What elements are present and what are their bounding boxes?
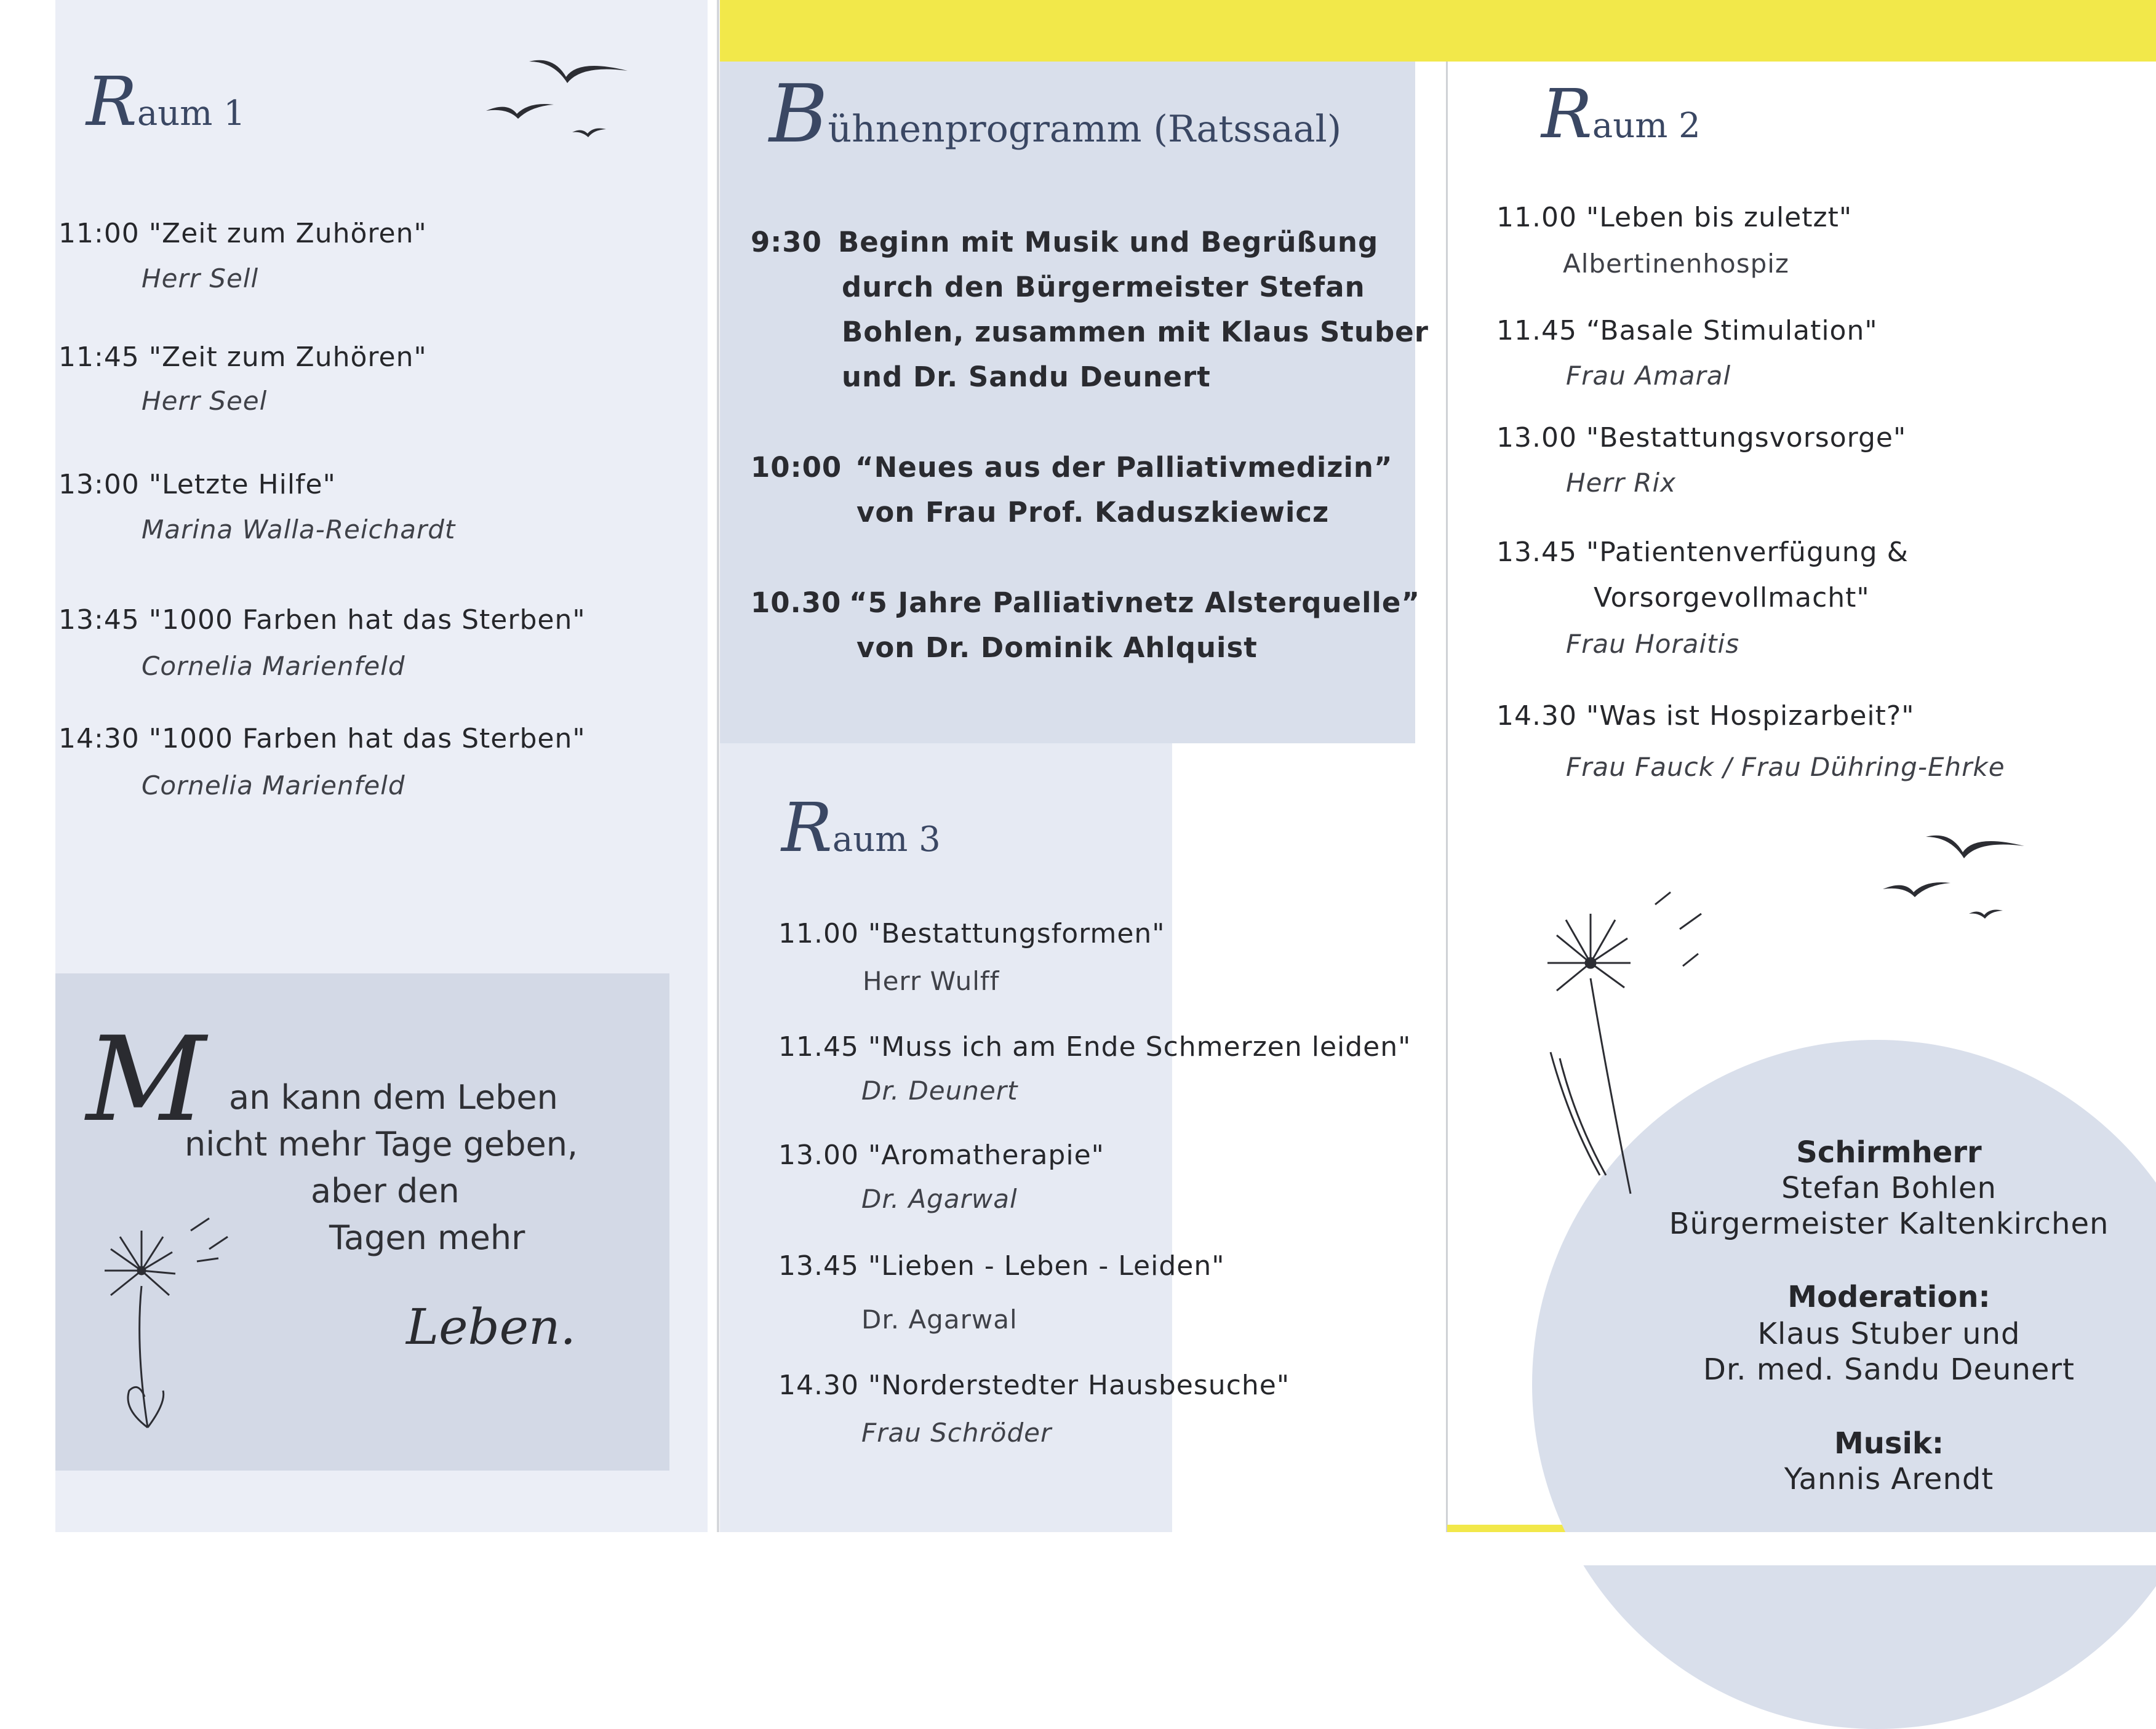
raum3-title-rest: aum 3 — [832, 820, 941, 860]
raum1-time: 13:00 — [58, 469, 140, 500]
raum2-item-2 — [1496, 315, 1878, 346]
raum3-item-4 — [778, 1250, 1224, 1282]
raum1-topic: "Zeit zum Zuhören" — [148, 341, 427, 373]
raum2-speaker: Herr Rix — [1566, 468, 1677, 498]
raum3-time: 11.00 — [778, 918, 859, 949]
buehne-title-initial: B — [769, 67, 828, 161]
raum1-time: 14:30 — [58, 723, 140, 754]
raum3-topic: "Muss ich am Ende Schmerzen leiden" — [868, 1031, 1411, 1063]
patron-name: Stefan Bohlen — [1781, 1171, 1997, 1205]
raum1-time: 11:45 — [58, 341, 140, 373]
raum2-item-3 — [1496, 422, 1906, 453]
buehne-time: 10.30 — [751, 586, 842, 619]
raum3-topic: "Lieben - Leben - Leiden" — [868, 1250, 1225, 1282]
moderation-heading: Moderation: — [1787, 1280, 1990, 1314]
raum3-time: 13.45 — [778, 1250, 859, 1282]
raum3-title-initial: R — [781, 788, 832, 867]
raum2-item-1 — [1496, 202, 1852, 233]
buehne-line: von Dr. Dominik Ahlquist — [856, 631, 1258, 664]
raum2-time: 14.30 — [1496, 700, 1577, 732]
raum2-item-5 — [1496, 700, 1914, 732]
raum3-item-1 — [778, 918, 1165, 949]
buehne-line: “5 Jahre Palliativnetz Alsterquelle” — [849, 586, 1421, 619]
raum2-topic: "Bestattungsvorsorge" — [1586, 422, 1907, 453]
raum1-item-2 — [58, 341, 427, 373]
raum3-time: 13.00 — [778, 1140, 859, 1171]
raum1-title-rest: aum 1 — [137, 94, 246, 134]
raum2-speaker: Frau Amaral — [1566, 361, 1731, 391]
buehne-time: 9:30 — [751, 226, 822, 258]
raum2-topic: "Leben bis zuletzt" — [1586, 202, 1853, 233]
raum2-title — [1541, 74, 1701, 153]
raum1-topic: "Zeit zum Zuhören" — [148, 218, 427, 249]
music-heading: Musik: — [1834, 1426, 1944, 1461]
raum2-speaker: Frau Horaitis — [1566, 629, 1740, 659]
raum1-item-1 — [58, 218, 427, 249]
buehne-line: Beginn mit Musik und Begrüßung — [838, 226, 1379, 258]
quote-line-1: an kann dem Leben — [229, 1078, 558, 1117]
raum2-time: 11.45 — [1496, 315, 1577, 346]
raum1-topic: "Letzte Hilfe" — [148, 469, 336, 500]
raum3-item-5 — [778, 1370, 1290, 1401]
quote-line-3: aber den — [311, 1172, 460, 1210]
buehne-title — [769, 67, 1342, 161]
buehne-line: von Frau Prof. Kaduszkiewicz — [856, 496, 1330, 529]
music-name: Yannis Arendt — [1784, 1462, 1994, 1496]
raum2-topic: "Patientenverfügung & — [1586, 537, 1909, 568]
raum1-title-initial: R — [86, 62, 137, 141]
raum1-speaker: Cornelia Marienfeld — [142, 651, 405, 681]
raum2-topic-cont: Vorsorgevollmacht" — [1594, 582, 1870, 613]
moderation-line-1: Klaus Stuber und — [1757, 1317, 2021, 1351]
raum2-title-initial: R — [1541, 74, 1592, 153]
raum1-speaker: Marina Walla-Reichardt — [142, 514, 456, 545]
raum1-time: 11:00 — [58, 218, 140, 249]
raum2-time: 13.00 — [1496, 422, 1577, 453]
raum3-title — [781, 788, 941, 867]
raum3-speaker: Dr. Agarwal — [861, 1184, 1018, 1214]
buehne-line: und Dr. Sandu Deunert — [842, 361, 1211, 393]
page-bottom-strip — [0, 1532, 2156, 1565]
raum3-speaker: Herr Wulff — [863, 966, 1000, 996]
patron-heading: Schirmherr — [1796, 1135, 1982, 1170]
raum3-speaker: Dr. Agarwal — [861, 1304, 1018, 1335]
buehne-line: durch den Bürgermeister Stefan — [842, 271, 1365, 303]
patron-role: Bürgermeister Kaltenkirchen — [1669, 1207, 2109, 1241]
raum3-time: 14.30 — [778, 1370, 859, 1401]
raum1-item-4 — [58, 604, 586, 636]
raum2-speaker: Frau Fauck / Frau Dühring-Ehrke — [1566, 752, 2005, 782]
buehne-line: Bohlen, zusammen mit Klaus Stuber — [842, 316, 1429, 348]
raum3-item-2 — [778, 1031, 1411, 1063]
raum1-speaker: Cornelia Marienfeld — [142, 770, 405, 801]
birds-icon — [1877, 825, 2037, 929]
raum1-topic: "1000 Farben hat das Sterben" — [148, 604, 586, 636]
raum1-speaker: Herr Seel — [142, 386, 268, 416]
moderation-line-2: Dr. med. Sandu Deunert — [1703, 1352, 2075, 1387]
top-yellow-band — [720, 0, 2156, 62]
raum2-time: 13.45 — [1496, 537, 1577, 568]
dandelion-icon — [86, 1206, 271, 1452]
quote-signature: Leben. — [406, 1298, 576, 1356]
fold-line-1 — [717, 0, 719, 1532]
raum1-item-5 — [58, 723, 586, 754]
buehne-line: “Neues aus der Palliativmedizin” — [855, 451, 1393, 484]
raum2-topic: “Basale Stimulation" — [1586, 315, 1878, 346]
raum1-item-3 — [58, 469, 336, 500]
raum1-speaker: Herr Sell — [142, 263, 259, 293]
raum3-topic: "Norderstedter Hausbesuche" — [868, 1370, 1290, 1401]
raum2-topic: "Was ist Hospizarbeit?" — [1586, 700, 1915, 732]
raum2-title-rest: aum 2 — [1592, 106, 1701, 146]
buehne-title-rest: ühnenprogramm (Ratssaal) — [828, 108, 1342, 151]
raum2-item-4 — [1496, 537, 1909, 568]
quote-initial: M — [86, 1012, 206, 1148]
raum2-time: 11.00 — [1496, 202, 1577, 233]
raum3-topic: "Bestattungsformen" — [868, 918, 1165, 949]
raum2-speaker: Albertinenhospiz — [1563, 249, 1789, 279]
buehne-time: 10:00 — [751, 451, 842, 484]
raum3-speaker: Frau Schröder — [861, 1418, 1052, 1448]
raum1-title — [86, 62, 246, 141]
raum3-item-3 — [778, 1140, 1104, 1171]
raum1-time: 13:45 — [58, 604, 140, 636]
quote-line-4: Tagen mehr — [329, 1218, 525, 1257]
raum3-speaker: Dr. Deunert — [861, 1076, 1018, 1106]
quote-line-2: nicht mehr Tage geben, — [185, 1125, 578, 1164]
raum3-topic: "Aromatherapie" — [868, 1140, 1104, 1171]
raum3-time: 11.45 — [778, 1031, 859, 1063]
raum1-topic: "1000 Farben hat das Sterben" — [148, 723, 586, 754]
fold-line-2 — [1446, 62, 1448, 1532]
birds-icon — [480, 52, 640, 145]
